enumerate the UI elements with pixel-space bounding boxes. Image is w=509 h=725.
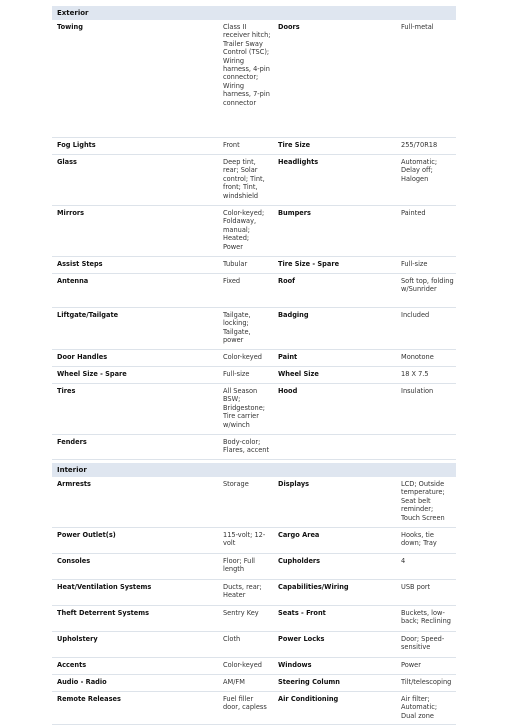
spec-value: Deep tint, rear; Solar control; Tint, front; Tint, windshield: [223, 158, 265, 200]
spec-value: AM/FM: [223, 678, 245, 686]
spec-value: Color-keyed; Foldaway, manual; Heated; Power: [223, 209, 265, 251]
spec-value: Full-size: [223, 370, 250, 378]
spec-label: Theft Deterrent Systems: [57, 609, 150, 617]
spec-value: Tailgate, locking; Tailgate, power: [223, 311, 251, 345]
spec-row-consoles: [52, 554, 456, 580]
spec-value: Air filter; Automatic; Dual zone: [401, 695, 438, 720]
spec-label: Windows: [278, 661, 312, 669]
spec-label: Wheel Size - Spare: [57, 370, 127, 378]
spec-label: Consoles: [57, 557, 91, 565]
spec-value: Tilt/telescoping: [401, 678, 452, 686]
spec-value: Fixed: [223, 277, 241, 285]
spec-value: Included: [401, 311, 430, 319]
spec-row-power-outlets: [52, 528, 456, 554]
spec-value: Automatic; Delay off; Halogen: [401, 158, 438, 183]
spec-label: Bumpers: [278, 209, 311, 217]
spec-row-upholstery: [52, 632, 456, 658]
spec-value: Color-keyed: [223, 353, 262, 361]
spec-label: Power Outlet(s): [57, 531, 116, 539]
spec-value: USB port: [401, 583, 431, 591]
spec-value: Cloth: [223, 635, 241, 643]
spec-label: Steering Column: [278, 678, 340, 686]
spec-label: Remote Releases: [57, 695, 121, 703]
spec-label: Paint: [278, 353, 298, 361]
spec-label: Roof: [278, 277, 296, 285]
spec-label: Displays: [278, 480, 310, 488]
spec-value: Ducts, rear; Heater: [223, 583, 262, 600]
spec-value: Monotone: [401, 353, 434, 361]
spec-value: [398, 438, 456, 459]
spec-value: All Season BSW; Bridgestone; Tire carrier w/winch: [223, 387, 266, 429]
spec-row-fog-lights: [52, 138, 456, 155]
spec-label: Capabilities/Wiring: [278, 583, 349, 591]
spec-label: Accents: [57, 661, 87, 669]
spec-label: Glass: [57, 158, 77, 166]
section-header-exterior: Exterior: [52, 6, 456, 20]
spec-value: Hooks, tie down; Tray: [401, 531, 437, 548]
section-header-interior: Interior: [52, 463, 456, 477]
spec-row-wheel-size: [52, 367, 456, 384]
spec-label: Hood: [278, 387, 298, 395]
spec-row-mirrors: [52, 206, 456, 257]
spec-label: Tire Size: [278, 141, 311, 149]
spec-label: Mirrors: [57, 209, 85, 217]
spec-sheet: [52, 6, 456, 725]
spec-value: 18 X 7.5: [401, 370, 429, 378]
spec-label: Heat/Ventilation Systems: [57, 583, 152, 591]
spec-value: Soft top, folding w/Sunrider: [401, 277, 454, 294]
spec-label: Tires: [57, 387, 76, 395]
spec-label: Fenders: [57, 438, 87, 446]
spec-label: Armrests: [57, 480, 91, 488]
spec-label: [273, 438, 398, 459]
spec-value: Front: [223, 141, 240, 149]
spec-label: Upholstery: [57, 635, 98, 643]
spec-value: Fuel filler door, capless: [223, 695, 267, 712]
spec-label: Antenna: [57, 277, 89, 285]
spec-row-door-handles: [52, 350, 456, 367]
spec-value: Door; Speed-sensitive: [401, 635, 445, 652]
spec-row-remote-releases: [52, 692, 456, 725]
spec-value: Class II receiver hitch; Trailer Sway Control (TSC); Wiring harness, 4-pin connector; Wiring harness, 7-pin connector: [223, 23, 271, 107]
spec-value: Power: [401, 661, 421, 669]
spec-row-liftgate: [52, 308, 456, 350]
spec-row-accents: [52, 658, 456, 675]
spec-value: 4: [401, 557, 406, 565]
spec-label: Headlights: [278, 158, 319, 166]
spec-label: Cargo Area: [278, 531, 320, 539]
spec-row-fenders: [52, 435, 456, 460]
spec-row-heat-ventilation: [52, 580, 456, 606]
spec-value: Insulation: [401, 387, 434, 395]
spec-value: 255/70R18: [401, 141, 438, 149]
spec-label: Doors: [278, 23, 300, 31]
spec-label: Wheel Size: [278, 370, 319, 378]
spec-value: Storage: [223, 480, 249, 488]
spec-value: Sentry Key: [223, 609, 259, 617]
spec-value: Full-size: [401, 260, 428, 268]
spec-label: Badging: [278, 311, 309, 319]
spec-value: Painted: [401, 209, 426, 217]
spec-value: Body-color; Flares, accent: [223, 438, 270, 455]
spec-row-antenna: [52, 274, 456, 308]
spec-label: Towing: [57, 23, 83, 31]
spec-label: Tire Size - Spare: [278, 260, 340, 268]
spec-label: Door Handles: [57, 353, 108, 361]
spec-value: 115-volt; 12-volt: [223, 531, 266, 548]
spec-value: Full-metal: [401, 23, 434, 31]
spec-label: Liftgate/Tailgate: [57, 311, 119, 319]
spec-value: Color-keyed: [223, 661, 262, 669]
spec-row-theft-deterrent: [52, 606, 456, 632]
spec-row-assist-steps: [52, 257, 456, 274]
spec-row-armrests: [52, 477, 456, 528]
spec-label: Seats - Front: [278, 609, 326, 617]
spec-label: Power Locks: [278, 635, 325, 643]
spec-row-tires: [52, 384, 456, 435]
spec-label: Cupholders: [278, 557, 321, 565]
spec-label: Audio - Radio: [57, 678, 107, 686]
spec-value: Floor; Full length: [223, 557, 255, 574]
spec-row-audio-radio: [52, 675, 456, 692]
spec-label: Assist Steps: [57, 260, 103, 268]
spec-label: Air Conditioning: [278, 695, 339, 703]
spec-value: Buckets, low-back; Reclining: [401, 609, 451, 626]
spec-value: Tubular: [223, 260, 248, 268]
spec-value: LCD; Outside temperature; Seat belt reminder; Touch Screen: [401, 480, 445, 522]
spec-row-glass: [52, 155, 456, 206]
spec-row-towing: [52, 20, 456, 138]
spec-label: Fog Lights: [57, 141, 96, 149]
